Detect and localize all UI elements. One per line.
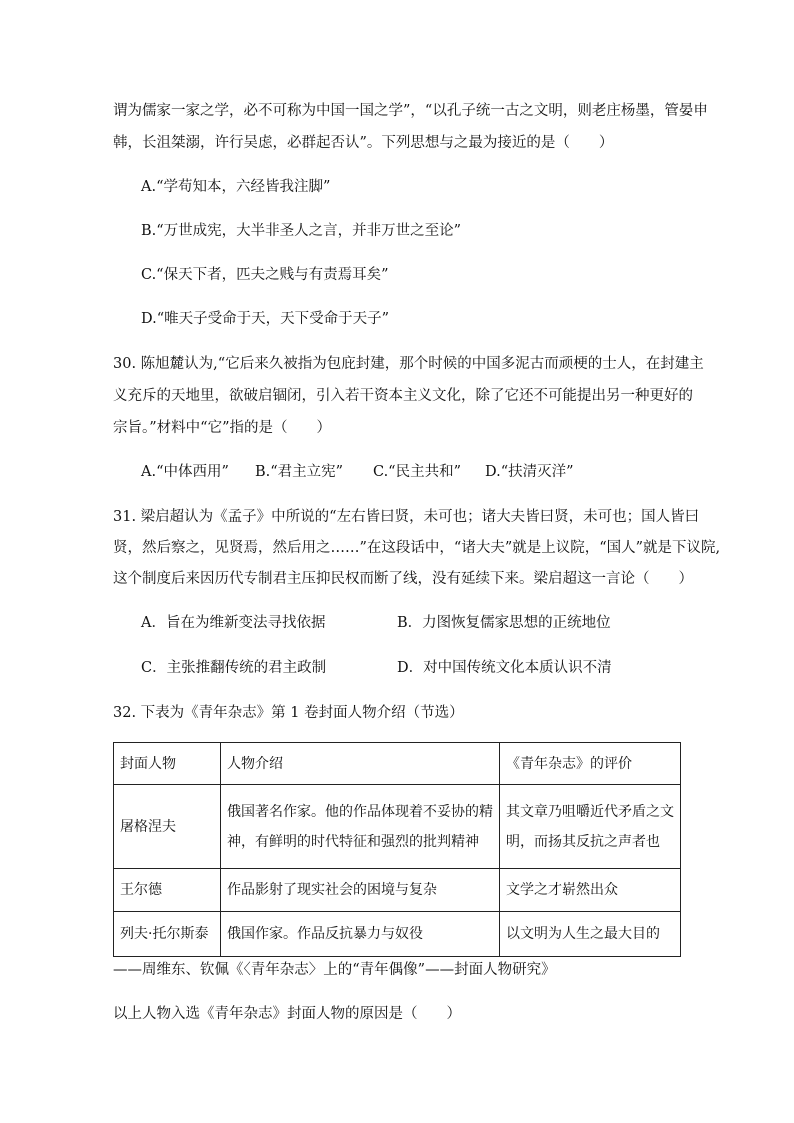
cover-figures-table bbox=[113, 742, 681, 957]
table-row bbox=[114, 785, 681, 869]
q29-stem-line-2: 韩，长沮桀溺，许行吴虑，必群起否认”。下列思想与之最为接近的是（ ） bbox=[113, 135, 614, 151]
q30-option-c: C.“民主共和” bbox=[373, 464, 462, 480]
q29-option-a: A.“学苟知本，六经皆我注脚” bbox=[141, 179, 331, 195]
q30-stem-line-1: 30. 陈旭麓认为,“它后来久被指为包庇封建，那个时候的中国多泥古而顽梗的士人，在封建主 bbox=[113, 356, 704, 372]
table-header-cell: 《青年杂志》的评价 bbox=[500, 743, 681, 785]
cell-line: 其文章乃咀嚼近代矛盾之文 bbox=[506, 803, 674, 820]
cell-line: 以文明为人生之最大目的 bbox=[506, 926, 660, 942]
q30-stem-line-3: 宗旨。”材料中“它”指的是（ ） bbox=[113, 420, 331, 436]
q32-question: 以上人物入选《青年杂志》封面人物的原因是（ ） bbox=[113, 1006, 461, 1022]
cell-line: 作品影射了现实社会的困境与复杂 bbox=[227, 882, 437, 898]
q31-option-a: A．旨在为维新变法寻找依据 bbox=[141, 615, 326, 631]
q31-stem-line-2: 贤，然后察之，见贤焉，然后用之……”在这段话中，“诸大夫”就是上议院，“国人”就是下议院, bbox=[113, 540, 721, 556]
q32-source-citation: ——周维东、钦佩《〈青年杂志〉上的“青年偶像”——封面人物研究》 bbox=[113, 962, 556, 978]
q30-option-a: A.“中体西用” bbox=[141, 464, 229, 480]
q31-option-d: D．对中国传统文化本质认识不清 bbox=[397, 660, 612, 676]
q32-intro: 32. 下表为《青年杂志》第 1 卷封面人物介绍（节选） bbox=[113, 705, 464, 721]
q29-option-c: C.“保天下者，匹夫之贱与有责焉耳矣” bbox=[141, 267, 389, 283]
q29-stem-line-1: 谓为儒家一家之学，必不可称为中国一国之学”，“以孔子统一古之文明，则老庄杨墨，管晏申 bbox=[113, 103, 708, 119]
table-header-cell: 封面人物 bbox=[114, 743, 221, 785]
q31-option-b: B．力图恢复儒家思想的正统地位 bbox=[397, 615, 611, 631]
q30-stem-line-2: 义充斥的天地里，欲破启锢闭，引入若干资本主义文化，除了它还不可能提出另一种更好的 bbox=[113, 388, 693, 404]
q30-option-d: D.“扶清灭洋” bbox=[485, 464, 574, 480]
q31-option-c: C．主张推翻传统的君主政制 bbox=[141, 660, 327, 676]
table-cell-intro bbox=[221, 785, 500, 869]
cell-line: 俄国作家。作品反抗暴力与奴役 bbox=[227, 926, 423, 942]
q29-option-b: B.“万世成宪，大半非圣人之言，并非万世之至论” bbox=[141, 223, 462, 239]
cell-line: 文学之才崭然出众 bbox=[506, 882, 618, 898]
table-cell-eval bbox=[500, 785, 681, 869]
table-cell-name: 屠格涅夫 bbox=[114, 785, 221, 869]
table-row bbox=[114, 869, 681, 912]
table-row bbox=[114, 912, 681, 957]
table-header-row bbox=[114, 743, 681, 785]
table-cell-eval bbox=[500, 912, 681, 957]
table-cell-name: 列夫·托尔斯泰 bbox=[114, 912, 221, 957]
q31-stem-line-3: 这个制度后来因历代专制君主压抑民权而断了线，没有延续下来。梁启超这一言论（ ） bbox=[113, 571, 693, 587]
table-header-cell: 人物介绍 bbox=[221, 743, 500, 785]
table-cell-eval bbox=[500, 869, 681, 912]
cell-line: 神，有鲜明的时代特征和强烈的批判精神 bbox=[227, 833, 479, 850]
cell-line: 明，而扬其反抗之声者也 bbox=[506, 833, 660, 850]
cell-line: 俄国著名作家。他的作品体现着不妥协的精 bbox=[227, 803, 493, 820]
table-cell-intro bbox=[221, 869, 500, 912]
table-cell-name: 王尔德 bbox=[114, 869, 221, 912]
table-cell-intro bbox=[221, 912, 500, 957]
q31-stem-line-1: 31. 梁启超认为《孟子》中所说的“左右皆曰贤，未可也；诸大夫皆曰贤，未可也；国人皆曰 bbox=[113, 509, 700, 525]
q30-option-b: B.“君主立宪” bbox=[255, 464, 344, 480]
q29-option-d: D.“唯天子受命于天，天下受命于天子” bbox=[141, 311, 390, 327]
